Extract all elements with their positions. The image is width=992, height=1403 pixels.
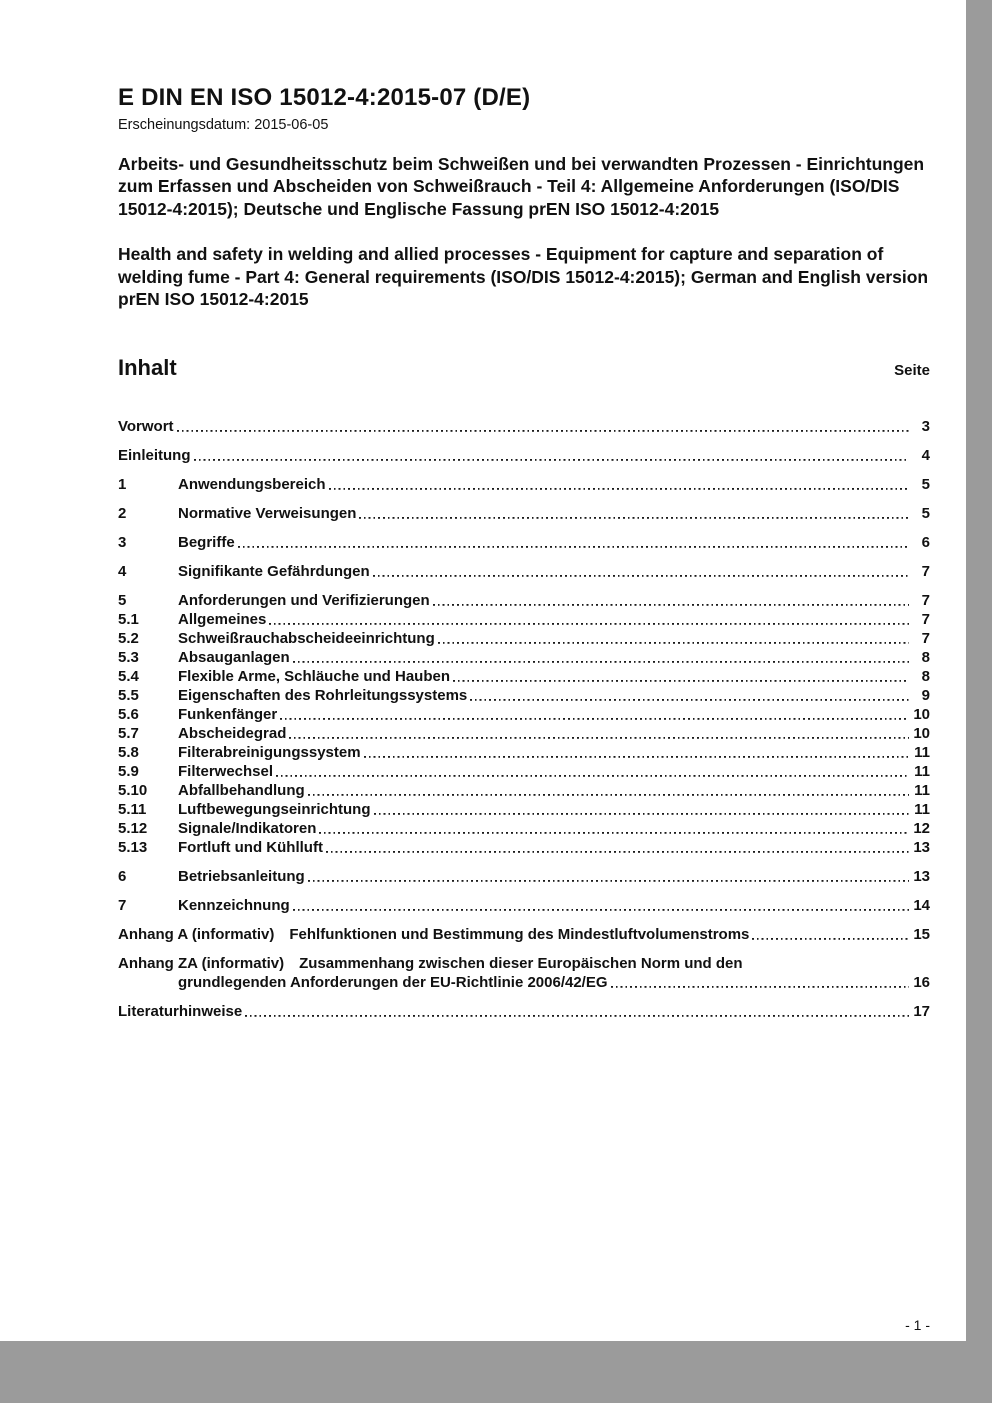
toc-entry: [118, 867, 930, 886]
toc-entry: [118, 954, 930, 992]
toc-entry-label: Kennzeichnung: [178, 896, 290, 914]
toc-dot-leader: [308, 867, 909, 886]
table-of-contents: [118, 417, 930, 1021]
toc-entry-number: 5.4: [118, 667, 139, 685]
toc-entry-page: 12: [913, 819, 930, 837]
toc-entry-label: Signale/Indikatoren: [178, 819, 317, 837]
toc-dot-leader: [276, 762, 909, 781]
toc-entry-number: 5.3: [118, 648, 139, 666]
toc-entry-label: Abscheidegrad: [178, 724, 287, 742]
toc-dot-leader: [308, 781, 909, 800]
toc-entry-page: 14: [913, 896, 930, 914]
toc-entry-number: 3: [118, 533, 127, 551]
toc-entry-number: 4: [118, 562, 127, 580]
toc-entry-label: Eigenschaften des Rohrleitungssystems: [178, 686, 468, 704]
toc-entry-page: 5: [921, 504, 930, 522]
toc-entry-page: 13: [913, 867, 930, 885]
toc-entry-label: Luftbewegungseinrichtung: [178, 800, 371, 818]
toc-dot-leader: [470, 686, 909, 705]
toc-entry-label: grundlegenden Anforderungen der EU-Richtlinie 2006/42/EG: [178, 973, 608, 991]
toc-entry-label: Begriffe: [178, 533, 235, 551]
toc-dot-leader: [245, 1002, 909, 1021]
toc-entry: [118, 1002, 930, 1021]
toc-entry: [118, 417, 930, 436]
toc-entry: [118, 446, 930, 465]
toc-entry-page: 8: [921, 648, 930, 666]
toc-heading: Inhalt: [118, 354, 177, 380]
toc-entry-label: Absauganlagen: [178, 648, 290, 666]
toc-dot-leader: [238, 533, 909, 552]
toc-entry-number: 1: [118, 475, 127, 493]
toc-dot-leader: [373, 562, 909, 581]
toc-entry: [118, 667, 930, 686]
toc-dot-leader: [269, 610, 909, 629]
toc-entry-number: 5.2: [118, 629, 139, 647]
toc-entry-label: Schweißrauchabscheideeinrichtung: [178, 629, 435, 647]
toc-entry-label: Literaturhinweise: [118, 1002, 243, 1020]
toc-entry: [118, 562, 930, 581]
toc-entry-number: 5.5: [118, 686, 139, 704]
toc-entry-number: 5.12: [118, 819, 148, 837]
toc-entry-page: 11: [914, 800, 930, 818]
toc-entry: [118, 762, 930, 781]
toc-entry-page: 7: [921, 591, 930, 609]
toc-entry-label: Einleitung: [118, 446, 191, 464]
publication-date: Erscheinungsdatum: 2015-06-05: [118, 116, 329, 133]
toc-entry-number: 5.6: [118, 705, 139, 723]
toc-entry: [118, 819, 930, 838]
toc-entry-page: 10: [913, 705, 930, 723]
toc-entry: [118, 896, 930, 915]
toc-entry-label: Allgemeines: [178, 610, 267, 628]
toc-entry-label: Betriebsanleitung: [178, 867, 305, 885]
toc-entry-page: 7: [921, 629, 930, 647]
toc-dot-leader: [453, 667, 909, 686]
toc-entry: [118, 504, 930, 523]
page-number-footer: - 1 -: [905, 1317, 930, 1333]
toc-entry-label: Abfallbehandlung: [178, 781, 305, 799]
toc-dot-leader: [364, 743, 909, 762]
toc-entry-number: 5.9: [118, 762, 139, 780]
toc-entry: [118, 743, 930, 762]
toc-entry-label: Filterwechsel: [178, 762, 274, 780]
toc-dot-leader: [319, 819, 909, 838]
toc-entry-page: 3: [921, 417, 930, 435]
toc-entry-number: 7: [118, 896, 127, 914]
document-title: E DIN EN ISO 15012-4:2015-07 (D/E): [118, 84, 531, 111]
toc-entry-page: 5: [921, 475, 930, 493]
toc-entry: [118, 724, 930, 743]
toc-entry: [118, 800, 930, 819]
toc-entry: [118, 533, 930, 552]
toc-dot-leader: [374, 800, 910, 819]
toc-entry-label: Flexible Arme, Schläuche und Hauben: [178, 667, 451, 685]
toc-dot-leader: [329, 475, 909, 494]
toc-entry: [118, 475, 930, 494]
toc-dot-leader: [359, 504, 909, 523]
toc-entry-number: 5: [118, 591, 127, 609]
toc-entry-label: Funkenfänger: [178, 705, 278, 723]
toc-entry-number: 5.8: [118, 743, 139, 761]
toc-entry-label: Anwendungsbereich: [178, 475, 326, 493]
toc-entry-page: 13: [913, 838, 930, 856]
toc-entry: [118, 705, 930, 724]
toc-dot-leader: [194, 446, 910, 465]
toc-entry-number: 5.1: [118, 610, 139, 628]
english-title-paragraph: Health and safety in welding and allied processes - Equipment for capture and separation of welding fume - Part 4: General requirements (ISO/DIS 15012-4:2015); German and English version prEN ISO 15012-4:2015: [118, 244, 929, 310]
toc-entry-number: 5.7: [118, 724, 139, 742]
toc-entry: [118, 838, 930, 857]
toc-dot-leader: [326, 838, 909, 857]
toc-dot-leader: [611, 973, 909, 992]
toc-entry: [118, 610, 930, 629]
toc-dot-leader: [177, 417, 909, 436]
toc-dot-leader: [293, 648, 909, 667]
toc-entry-label: Anhang A (informativ) Fehlfunktionen und Bestimmung des Mindestluftvolumenstroms: [118, 925, 750, 943]
toc-entry-page: 7: [921, 562, 930, 580]
toc-entry-page: 4: [921, 446, 930, 464]
toc-entry-label: Anhang ZA (informativ) Zusammenhang zwischen dieser Europäischen Norm und den: [118, 954, 743, 972]
toc-entry: [118, 925, 930, 944]
toc-entry-page: 11: [914, 743, 930, 761]
toc-header: [118, 355, 930, 381]
toc-entry-page: 16: [913, 973, 930, 991]
toc-entry-label: Filterabreinigungssystem: [178, 743, 361, 761]
toc-entry-number: 5.13: [118, 838, 148, 856]
toc-entry-page: 11: [914, 781, 930, 799]
toc-dot-leader: [433, 591, 909, 610]
toc-entry-page: 7: [921, 610, 930, 628]
toc-entry-page: 15: [913, 925, 930, 943]
toc-entry-page: 11: [914, 762, 930, 780]
toc-entry-page: 17: [913, 1002, 930, 1020]
toc-dot-leader: [289, 724, 909, 743]
toc-entry-page: 6: [921, 533, 930, 551]
toc-entry: [118, 781, 930, 800]
toc-entry-label: Fortluft und Kühlluft: [178, 838, 323, 856]
toc-dot-leader: [293, 896, 909, 915]
toc-dot-leader: [438, 629, 909, 648]
toc-entry-number: 2: [118, 504, 127, 522]
toc-entry-page: 8: [921, 667, 930, 685]
toc-entry: [118, 591, 930, 610]
toc-entry: [118, 686, 930, 705]
toc-entry-label: Anforderungen und Verifizierungen: [178, 591, 430, 609]
toc-entry-number: 6: [118, 867, 127, 885]
toc-entry-label: Vorwort: [118, 417, 174, 435]
toc-entry-page: 10: [913, 724, 930, 742]
toc-entry: [118, 648, 930, 667]
toc-entry-label: Signifikante Gefährdungen: [178, 562, 370, 580]
toc-entry: [118, 629, 930, 648]
toc-entry-label: Normative Verweisungen: [178, 504, 357, 522]
toc-dot-leader: [280, 705, 909, 724]
toc-page-column-label: Seite: [894, 361, 930, 379]
toc-entry-number: 5.10: [118, 781, 148, 799]
toc-entry-page: 9: [921, 686, 930, 704]
toc-dot-leader: [752, 925, 909, 944]
toc-entry-number: 5.11: [118, 800, 147, 818]
german-title-paragraph: Arbeits- und Gesundheitsschutz beim Schweißen und bei verwandten Prozessen - Einrichtungen zum Erfassen und Abscheiden von Schweißrauch - Teil 4: Allgemeine Anforderungen (ISO/DIS 15012-4:2015); Deutsche und Englische Fassung prEN ISO 15012-4:2015: [118, 153, 925, 219]
